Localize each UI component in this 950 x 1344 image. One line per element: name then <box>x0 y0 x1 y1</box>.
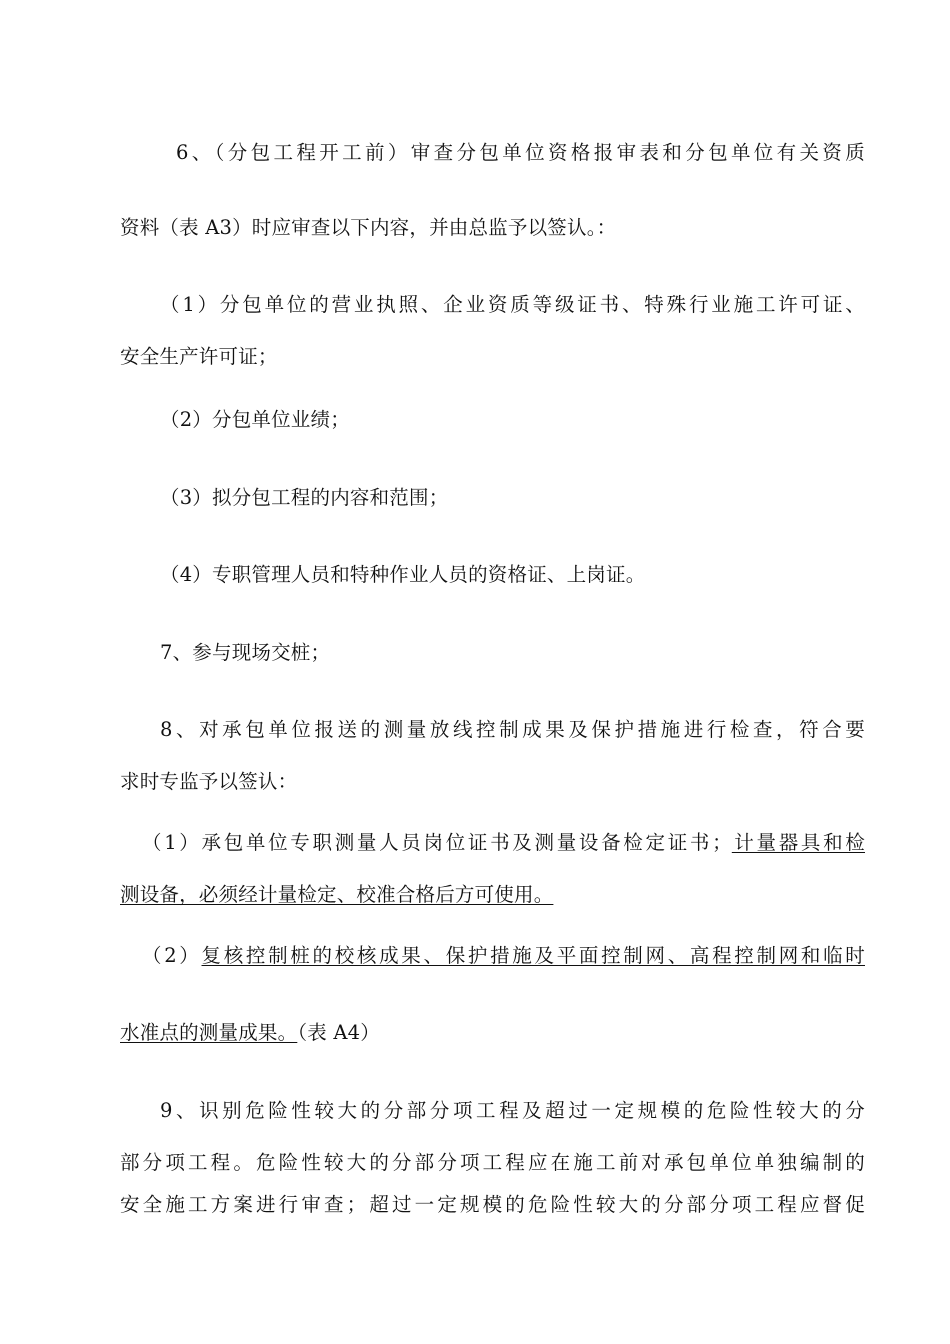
item6-sub1-line2: 安全生产许可证； <box>120 345 278 368</box>
item6-line2: 资料（表 A3）时应审查以下内容，并由总监予以签认。： <box>120 216 617 239</box>
item8-sub1-underlined: 计量器具和检 <box>731 831 865 854</box>
item6-line1: 6、（分包工程开工前）审查分包单位资格报审表和分包单位有关资质 <box>176 141 865 164</box>
item8-sub1-underlined-cont: 测设备，必须经计量检定、校准合格后方可使用。 <box>120 883 554 906</box>
item6-sub4: （4）专职管理人员和特种作业人员的资格证、上岗证。 <box>160 563 646 586</box>
item8-line1: 8、对承包单位报送的测量放线控制成果及保护措施进行检查，符合要 <box>160 718 865 741</box>
item8-sub2-table-ref: （表 A4） <box>297 1021 380 1044</box>
item6-sub3: （3）拟分包工程的内容和范围； <box>160 486 449 509</box>
item8-sub2-underlined: 复核控制桩的校核成果、保护措施及平面控制网、高程控制网和临时 <box>201 944 865 967</box>
item9-line1: 9、识别危险性较大的分部分项工程及超过一定规模的危险性较大的分 <box>160 1099 865 1122</box>
item8-sub1-plain: （1）承包单位专职测量人员岗位证书及测量设备检定证书； <box>142 831 732 854</box>
item6-sub1-line1: （1）分包单位的营业执照、企业资质等级证书、特殊行业施工许可证、 <box>160 293 865 316</box>
item8-sub2-plain: （2） <box>142 944 202 967</box>
item8-sub2-line1 <box>142 942 865 970</box>
item8-sub2-underlined-cont: 水准点的测量成果。 <box>120 1021 298 1044</box>
item8-sub1-line1 <box>142 829 865 857</box>
item9-line3: 安全施工方案进行审查；超过一定规模的危险性较大的分部分项工程应督促 <box>120 1193 865 1216</box>
item7: 7、参与现场交桩； <box>160 641 331 664</box>
item6-sub2: （2）分包单位业绩； <box>160 408 350 431</box>
item9-line2: 部分项工程。危险性较大的分部分项工程应在施工前对承包单位单独编制的 <box>120 1151 865 1174</box>
item8-line2: 求时专监予以签认： <box>120 770 298 793</box>
item8-sub2-line2 <box>120 1019 865 1047</box>
item8-sub1-line2 <box>120 881 865 909</box>
